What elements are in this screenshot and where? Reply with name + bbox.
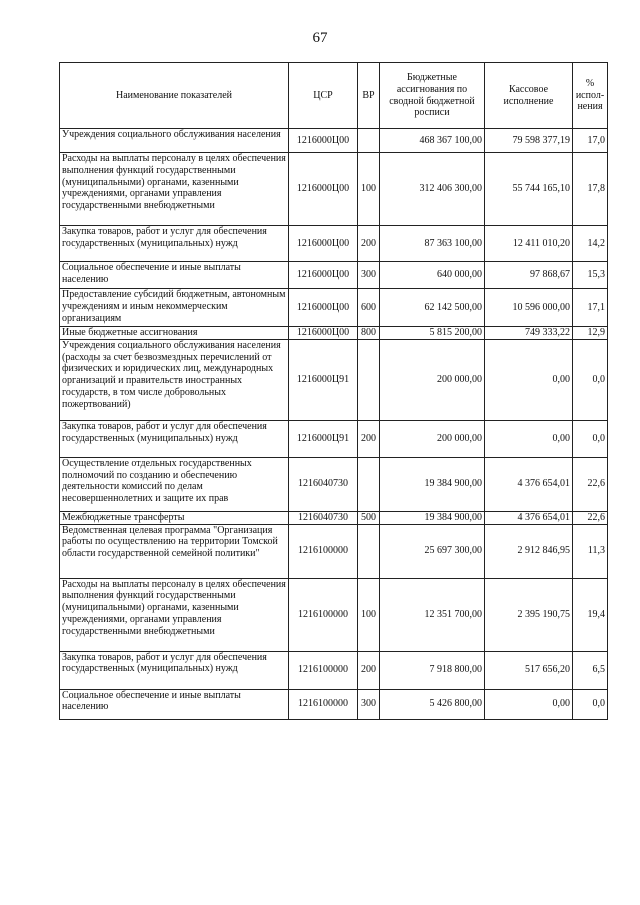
table-row	[60, 457, 608, 511]
header-percent: % испол-нения	[573, 63, 608, 129]
row-cash: 55 744 165,10	[485, 153, 573, 226]
row-name: Социальное обеспечение и иные выплаты населению	[60, 689, 289, 719]
row-cash: 2 395 190,75	[485, 578, 573, 651]
row-vr: 200	[358, 420, 380, 457]
row-name: Расходы на выплаты персоналу в целях обеспечения выполнения функций государственными (муниципальными) органами, казенными учреждениями, органами управления государственными внебюджетными	[60, 578, 289, 651]
row-csr: 1216040730	[289, 457, 358, 511]
row-csr: 1216000Ц91	[289, 420, 358, 457]
row-percent: 12,9	[573, 327, 608, 340]
page-number: 67	[312, 30, 328, 46]
row-budget: 200 000,00	[380, 420, 485, 457]
row-percent: 17,1	[573, 289, 608, 327]
row-budget: 25 697 300,00	[380, 524, 485, 578]
row-budget: 62 142 500,00	[380, 289, 485, 327]
header-vr: ВР	[358, 63, 380, 129]
row-name: Учреждения социального обслуживания населения (расходы за счет безвозмездных перечислений от физических и юридических лиц, международных организаций и правительств иностранных государств, в том числе добровольных пожертвований)	[60, 339, 289, 420]
row-name: Закупка товаров, работ и услуг для обеспечения государственных (муниципальных) нужд	[60, 420, 289, 457]
table-row	[60, 339, 608, 420]
row-cash: 2 912 846,95	[485, 524, 573, 578]
row-budget: 19 384 900,00	[380, 511, 485, 524]
row-cash: 0,00	[485, 420, 573, 457]
row-name: Иные бюджетные ассигнования	[60, 327, 289, 340]
row-name: Социальное обеспечение и иные выплаты населению	[60, 262, 289, 289]
table-row	[60, 689, 608, 719]
row-csr: 1216000Ц00	[289, 262, 358, 289]
row-percent: 6,5	[573, 651, 608, 689]
row-percent: 15,3	[573, 262, 608, 289]
header-cash: Кассовое исполнение	[485, 63, 573, 129]
row-name: Осуществление отдельных государственных полномочий по созданию и обеспечению деятельности комиссий по делам несовершеннолетних и защите их прав	[60, 457, 289, 511]
table-row	[60, 153, 608, 226]
row-budget: 12 351 700,00	[380, 578, 485, 651]
row-vr: 300	[358, 262, 380, 289]
row-vr: 300	[358, 689, 380, 719]
table-row	[60, 129, 608, 153]
row-vr: 100	[358, 153, 380, 226]
row-percent: 14,2	[573, 226, 608, 262]
row-csr: 1216100000	[289, 689, 358, 719]
row-csr: 1216100000	[289, 524, 358, 578]
row-percent: 0,0	[573, 689, 608, 719]
row-vr	[358, 339, 380, 420]
row-name: Расходы на выплаты персоналу в целях обеспечения выполнения функций государственными (муниципальными) органами, казенными учреждениями, органами управления государственными внебюджетными	[60, 153, 289, 226]
row-name: Ведомственная целевая программа "Организация работы по осуществлению на территории Томской области государственной семейной политики"	[60, 524, 289, 578]
header-budget: Бюджетные ассигнования по сводной бюджетной росписи	[380, 63, 485, 129]
row-cash: 0,00	[485, 689, 573, 719]
row-cash: 97 868,67	[485, 262, 573, 289]
row-budget: 312 406 300,00	[380, 153, 485, 226]
row-cash: 517 656,20	[485, 651, 573, 689]
row-percent: 22,6	[573, 511, 608, 524]
row-cash: 0,00	[485, 339, 573, 420]
row-cash: 12 411 010,20	[485, 226, 573, 262]
row-vr	[358, 129, 380, 153]
row-name: Закупка товаров, работ и услуг для обеспечения государственных (муниципальных) нужд	[60, 226, 289, 262]
row-csr: 1216100000	[289, 651, 358, 689]
row-vr: 200	[358, 226, 380, 262]
table-header-row	[60, 63, 608, 129]
row-csr: 1216000Ц00	[289, 226, 358, 262]
row-vr: 500	[358, 511, 380, 524]
row-csr: 1216000Ц00	[289, 289, 358, 327]
table-row	[60, 262, 608, 289]
row-csr: 1216000Ц00	[289, 129, 358, 153]
row-budget: 19 384 900,00	[380, 457, 485, 511]
row-vr: 600	[358, 289, 380, 327]
row-name: Межбюджетные трансферты	[60, 511, 289, 524]
table-row	[60, 226, 608, 262]
table-row	[60, 578, 608, 651]
row-budget: 7 918 800,00	[380, 651, 485, 689]
table-row	[60, 420, 608, 457]
row-percent: 0,0	[573, 420, 608, 457]
row-cash: 10 596 000,00	[485, 289, 573, 327]
row-percent: 19,4	[573, 578, 608, 651]
row-percent: 17,0	[573, 129, 608, 153]
row-budget: 87 363 100,00	[380, 226, 485, 262]
table-row	[60, 524, 608, 578]
row-budget: 5 426 800,00	[380, 689, 485, 719]
row-budget: 640 000,00	[380, 262, 485, 289]
table-row	[60, 327, 608, 340]
row-percent: 22,6	[573, 457, 608, 511]
row-csr: 1216100000	[289, 578, 358, 651]
row-csr: 1216000Ц00	[289, 153, 358, 226]
row-name: Предоставление субсидий бюджетным, автономным учреждениям и иным некоммерческим организациям	[60, 289, 289, 327]
row-cash: 4 376 654,01	[485, 511, 573, 524]
row-vr	[358, 457, 380, 511]
row-vr: 800	[358, 327, 380, 340]
row-budget: 200 000,00	[380, 339, 485, 420]
row-budget: 468 367 100,00	[380, 129, 485, 153]
row-csr: 1216000Ц00	[289, 327, 358, 340]
row-percent: 17,8	[573, 153, 608, 226]
row-cash: 749 333,22	[485, 327, 573, 340]
budget-execution-table	[59, 62, 608, 720]
table-row	[60, 289, 608, 327]
row-percent: 0,0	[573, 339, 608, 420]
table-row	[60, 651, 608, 689]
header-name: Наименование показателей	[60, 63, 289, 129]
table-row	[60, 511, 608, 524]
row-vr	[358, 524, 380, 578]
row-csr: 1216000Ц91	[289, 339, 358, 420]
row-vr: 100	[358, 578, 380, 651]
row-vr: 200	[358, 651, 380, 689]
header-csr: ЦСР	[289, 63, 358, 129]
row-cash: 4 376 654,01	[485, 457, 573, 511]
row-cash: 79 598 377,19	[485, 129, 573, 153]
row-name: Учреждения социального обслуживания населения	[60, 129, 289, 153]
row-percent: 11,3	[573, 524, 608, 578]
row-name: Закупка товаров, работ и услуг для обеспечения государственных (муниципальных) нужд	[60, 651, 289, 689]
row-csr: 1216040730	[289, 511, 358, 524]
row-budget: 5 815 200,00	[380, 327, 485, 340]
